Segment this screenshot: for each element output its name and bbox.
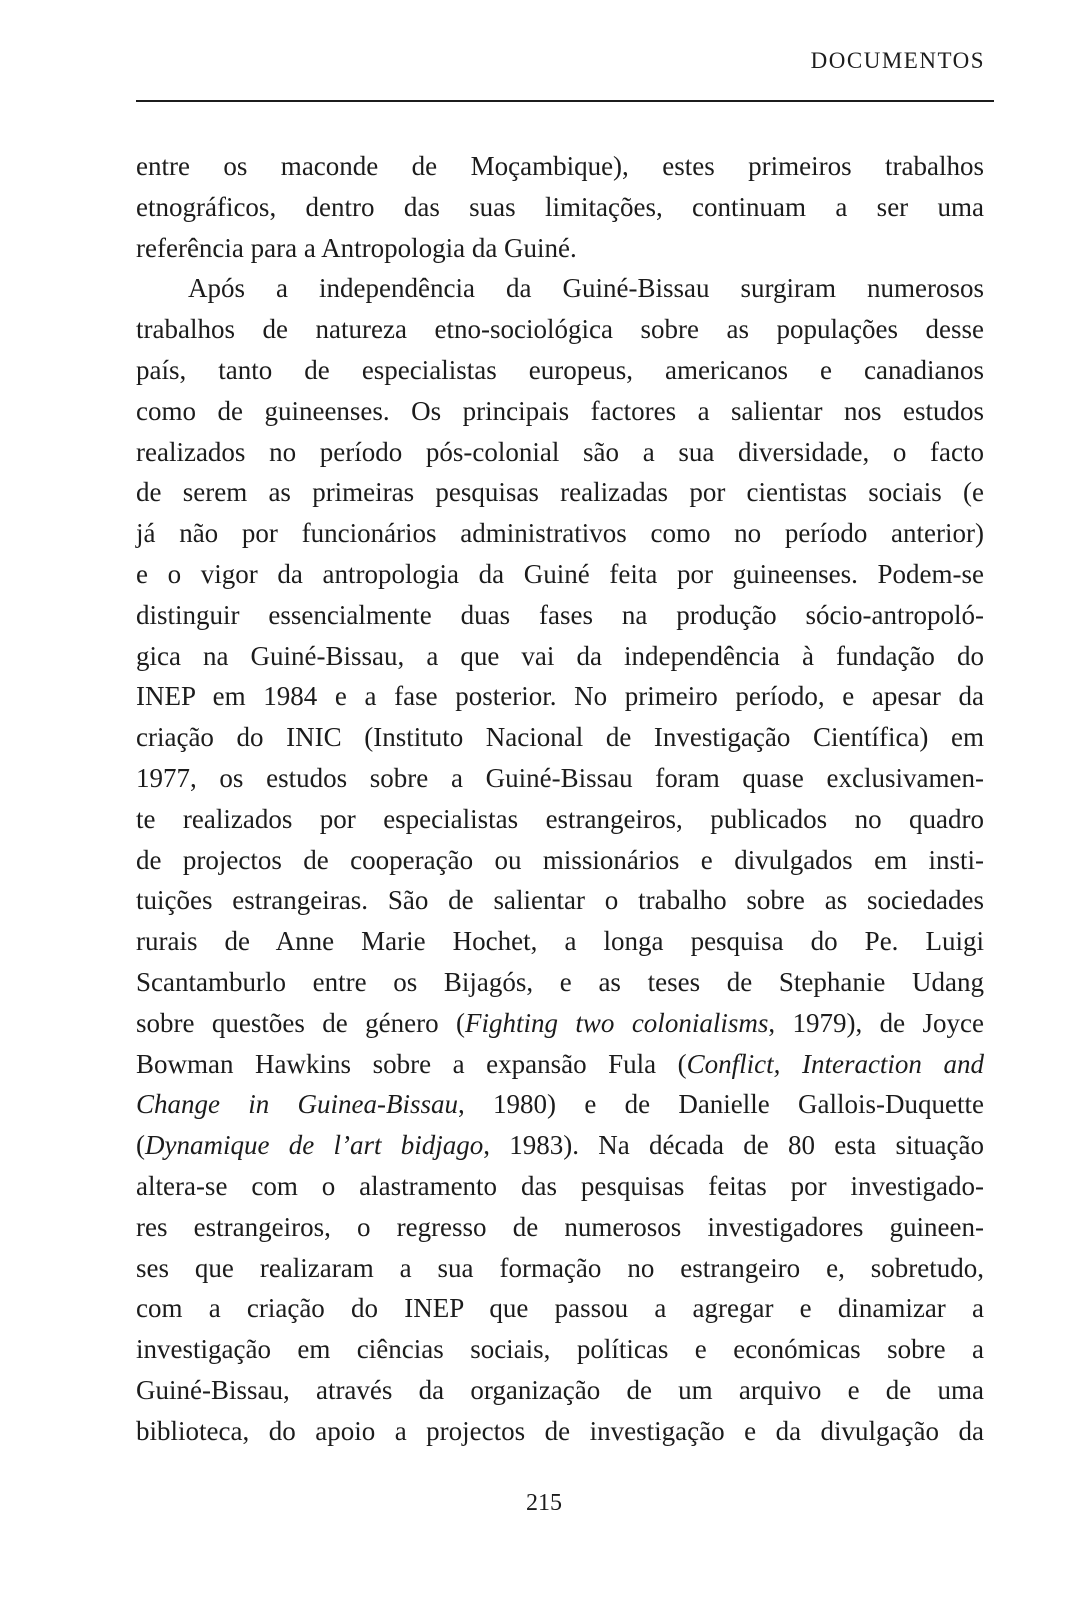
text-line: de projectos de cooperação ou missionários e divulgados em insti- [136, 844, 984, 875]
text-line: de serem as primeiras pesquisas realizadas por cientistas sociais (e [136, 477, 984, 508]
body-text [136, 146, 984, 1452]
text-line: país, tanto de especialistas europeus, americanos e canadianos [136, 354, 984, 385]
text-run: , 1979), de Joyce [768, 1007, 985, 1038]
text-line: distinguir essencialmente duas fases na produção sócio-antropoló- [136, 599, 984, 630]
text-line: já não por funcionários administrativos como no período anterior) [136, 518, 984, 549]
text-line: te realizados por especialistas estrangeiros, publicados no quadro [136, 803, 984, 834]
text-line [136, 1003, 984, 1044]
text-run: sobre questões de género ( [136, 1007, 466, 1038]
text-line: ses que realizaram a sua formação no estrangeiro e, sobretudo, [136, 1252, 984, 1283]
text-line [136, 1084, 984, 1125]
text-run: Bowman Hawkins sobre a expansão Fula ( [136, 1048, 687, 1079]
page-number: 215 [526, 1490, 562, 1516]
text-line: Scantamburlo entre os Bijagós, e as teses de Stephanie Udang [136, 966, 984, 997]
text-line: altera-se com o alastramento das pesquisas feitas por investigado- [136, 1170, 984, 1201]
text-line: etnográficos, dentro das suas limitações, continuam a ser uma [136, 191, 984, 222]
text-line: Guiné-Bissau, através da organização de um arquivo e de uma [136, 1374, 984, 1405]
book-title: Conflict, Interaction and [686, 1048, 984, 1079]
text-line [136, 1044, 984, 1085]
book-title: Dynamique de l’art bidjago [145, 1130, 484, 1161]
text-line: e o vigor da antropologia da Guiné feita por guineenses. Podem-se [136, 558, 984, 589]
text-line: criação do INIC (Instituto Nacional de Investigação Científica) em [136, 722, 984, 753]
text-line: investigação em ciências sociais, políticas e económicas sobre a [136, 1334, 984, 1365]
book-title: Fighting two colonialisms [465, 1007, 769, 1038]
text-run: , 1980) e de Danielle Gallois-Duquette [458, 1089, 984, 1120]
text-line: referência para a Antropologia da Guiné. [136, 232, 577, 263]
text-run: , 1983). Na década de 80 esta situação [483, 1130, 984, 1161]
text-line: biblioteca, do apoio a projectos de investigação e da divulgação da [136, 1415, 984, 1446]
text-line: rurais de Anne Marie Hochet, a longa pesquisa do Pe. Luigi [136, 926, 984, 957]
header-rule [136, 100, 994, 102]
text-line: tuições estrangeiras. São de salientar o trabalho sobre as sociedades [136, 885, 984, 916]
text-line: res estrangeiros, o regresso de numerosos investigadores guineen- [136, 1211, 984, 1242]
text-line: como de guineenses. Os principais factores a salientar nos estudos [136, 395, 984, 426]
book-title: Change in Guinea-Bissau [136, 1089, 459, 1120]
text-line: Após a independência da Guiné-Bissau surgiram numerosos [188, 273, 984, 304]
text-line: realizados no período pós-colonial são a sua diversidade, o facto [136, 436, 984, 467]
text-line: gica na Guiné-Bissau, a que vai da independência à fundação do [136, 640, 984, 671]
text-line: com a criação do INEP que passou a agregar e dinamizar a [136, 1293, 984, 1324]
text-line [136, 1125, 984, 1166]
text-line: INEP em 1984 e a fase posterior. No primeiro período, e apesar da [136, 681, 984, 712]
text-line: trabalhos de natureza etno-sociológica sobre as populações desse [136, 314, 984, 345]
text-line: entre os maconde de Moçambique), estes primeiros trabalhos [136, 151, 984, 181]
running-head: DOCUMENTOS [810, 48, 985, 73]
text-run: ( [136, 1130, 145, 1161]
text-line: 1977, os estudos sobre a Guiné-Bissau foram quase exclusivamen- [136, 762, 984, 793]
